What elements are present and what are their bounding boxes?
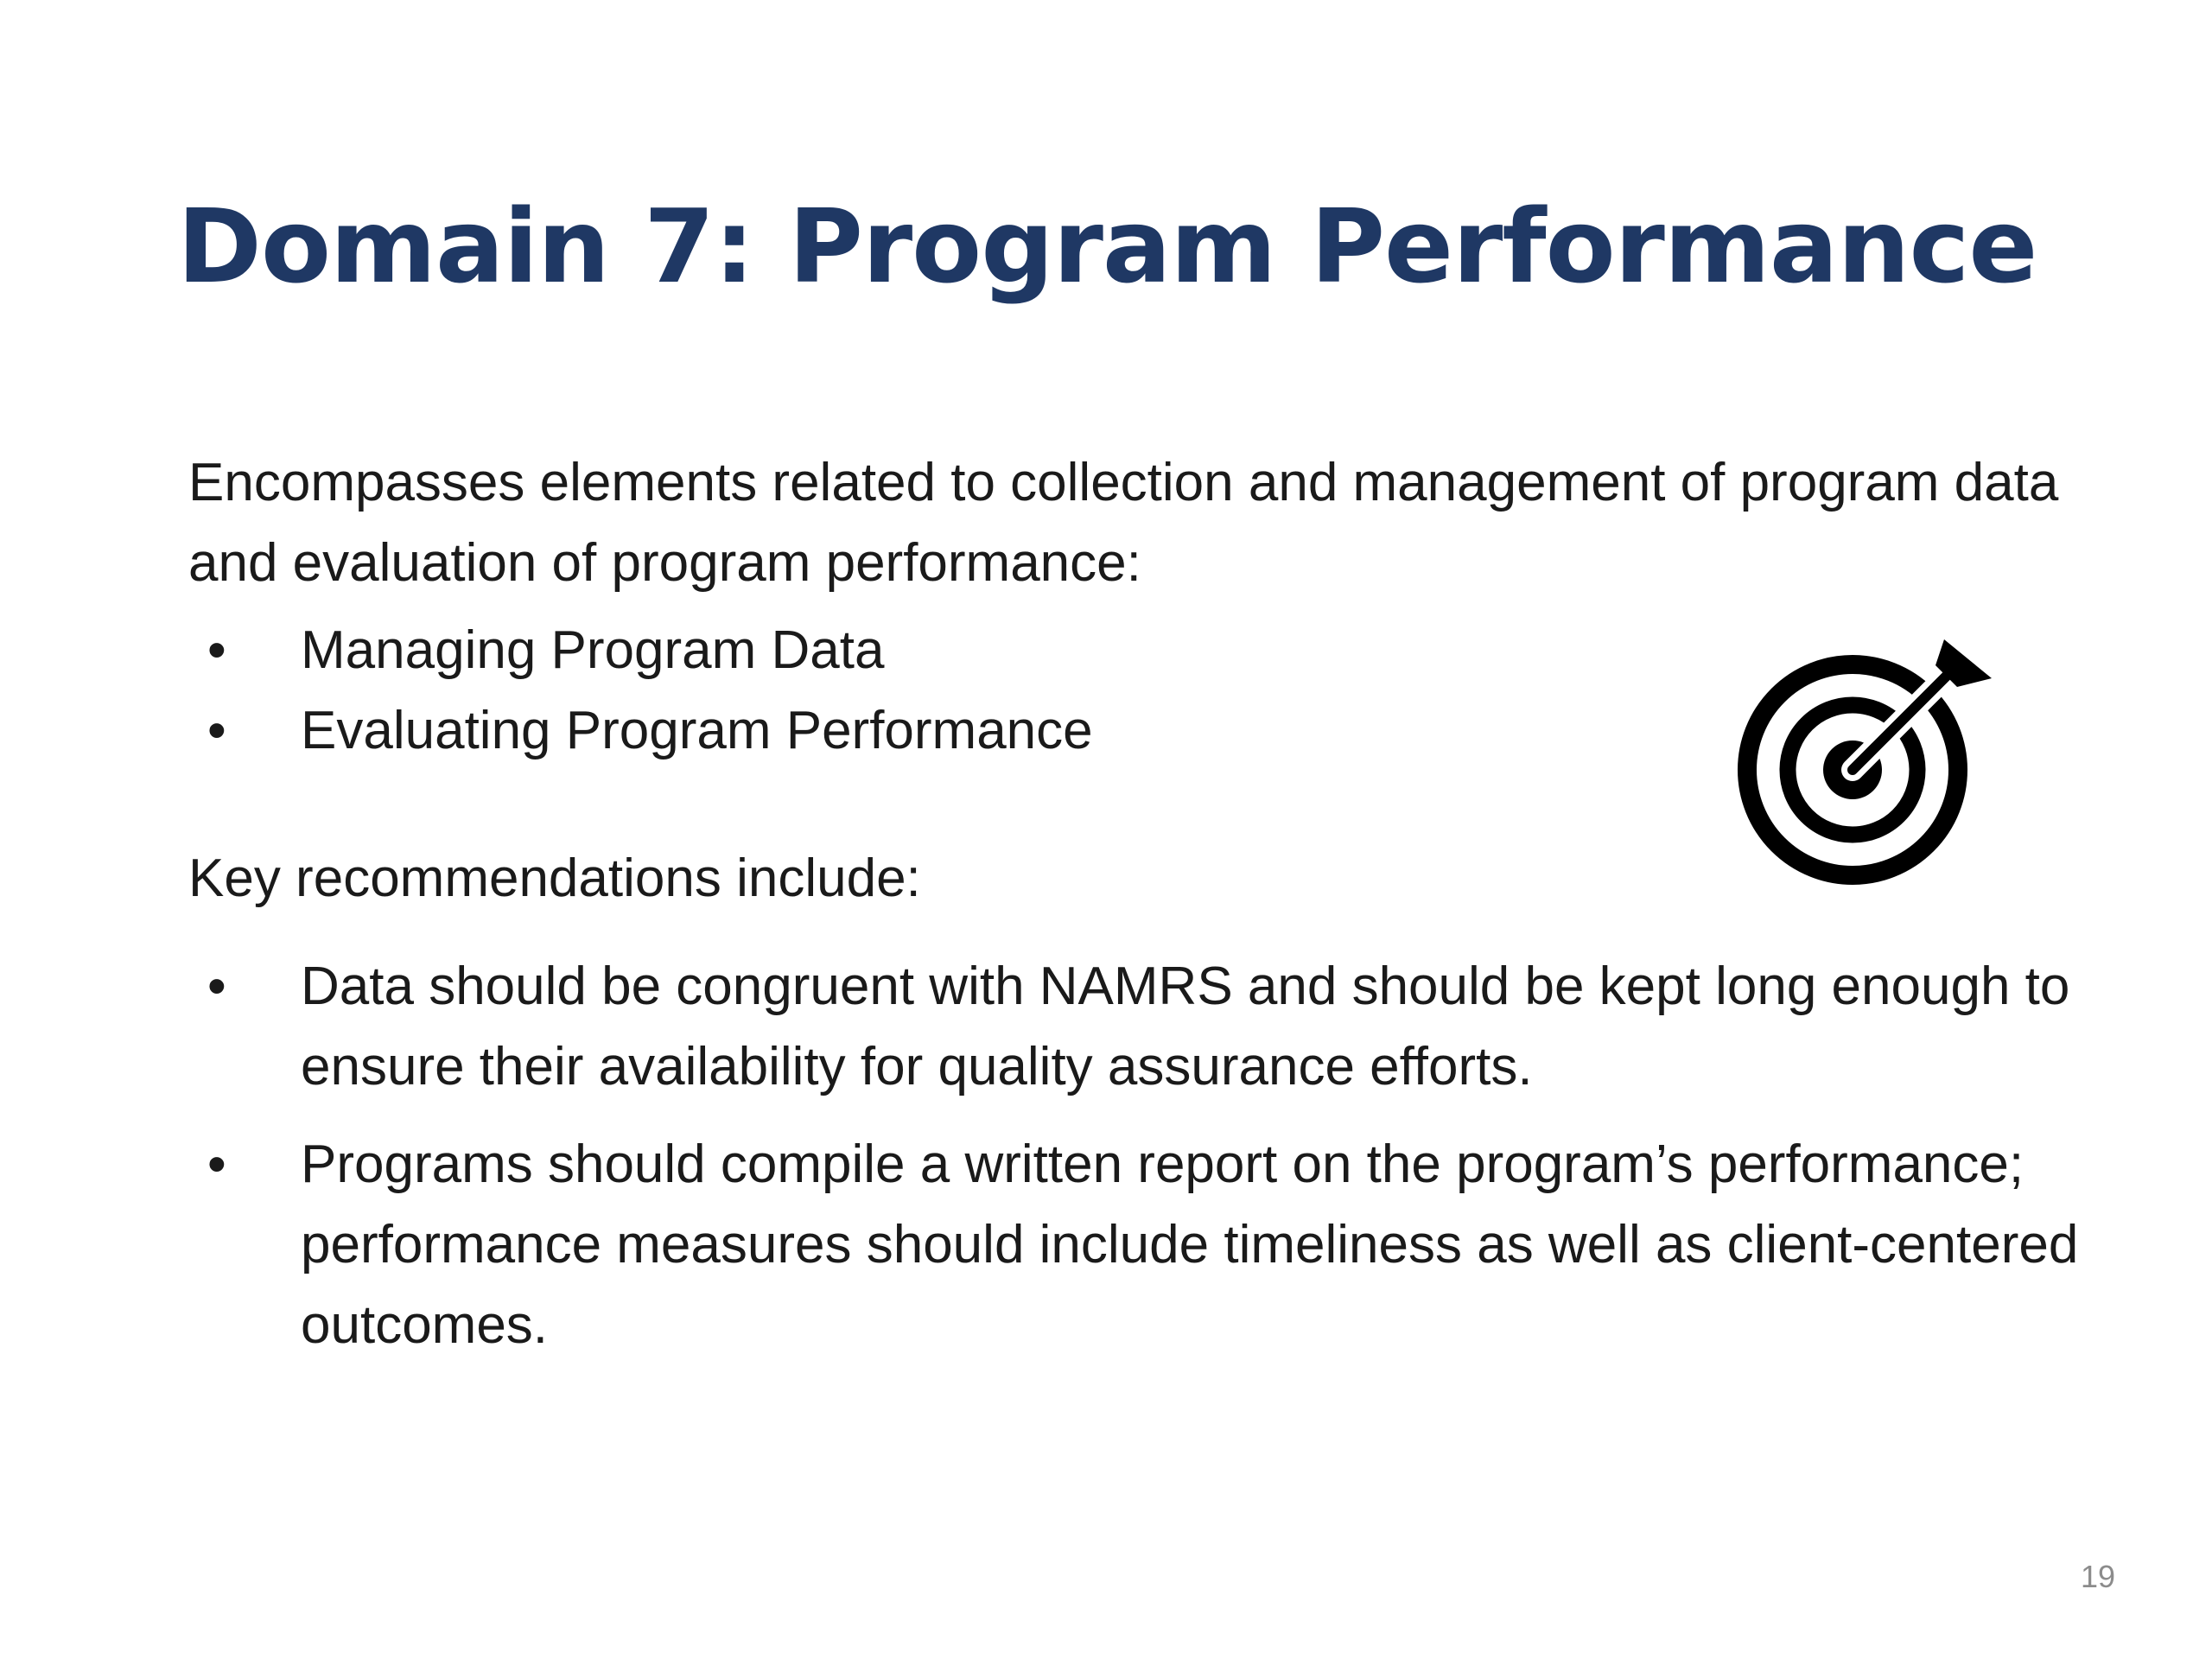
list-item (188, 946, 2089, 1107)
domain-item-managing-data: Managing Program Data (301, 620, 885, 680)
intro-paragraph: Encompasses elements related to collection and management of program data and evaluation of program performance: (188, 453, 2059, 593)
bullet-icon: • (207, 701, 226, 760)
recommendation-written-report: Programs should compile a written report on the program’s performance; performance measures should include timeliness as well as client-centered outcomes. (301, 1135, 2079, 1355)
key-recommendations-heading: Key recommendations include: (188, 849, 921, 908)
bullet-icon: • (207, 957, 226, 1016)
domain-item-evaluating-performance: Evaluating Program Performance (301, 701, 1093, 760)
bullet-icon: • (207, 620, 226, 680)
recommendations-list (188, 946, 2089, 1365)
target-with-arrow-icon (1732, 631, 1992, 890)
bullet-icon: • (207, 1135, 226, 1194)
list-item (188, 1124, 2089, 1365)
slide-body (188, 442, 2089, 1382)
recommendation-data-namrs: Data should be congruent with NAMRS and should be kept long enough to ensure their availability for quality assurance efforts. (301, 957, 2070, 1096)
slide-title: Domain 7: Program Performance (177, 187, 2037, 306)
page-number: 19 (2080, 1559, 2115, 1594)
